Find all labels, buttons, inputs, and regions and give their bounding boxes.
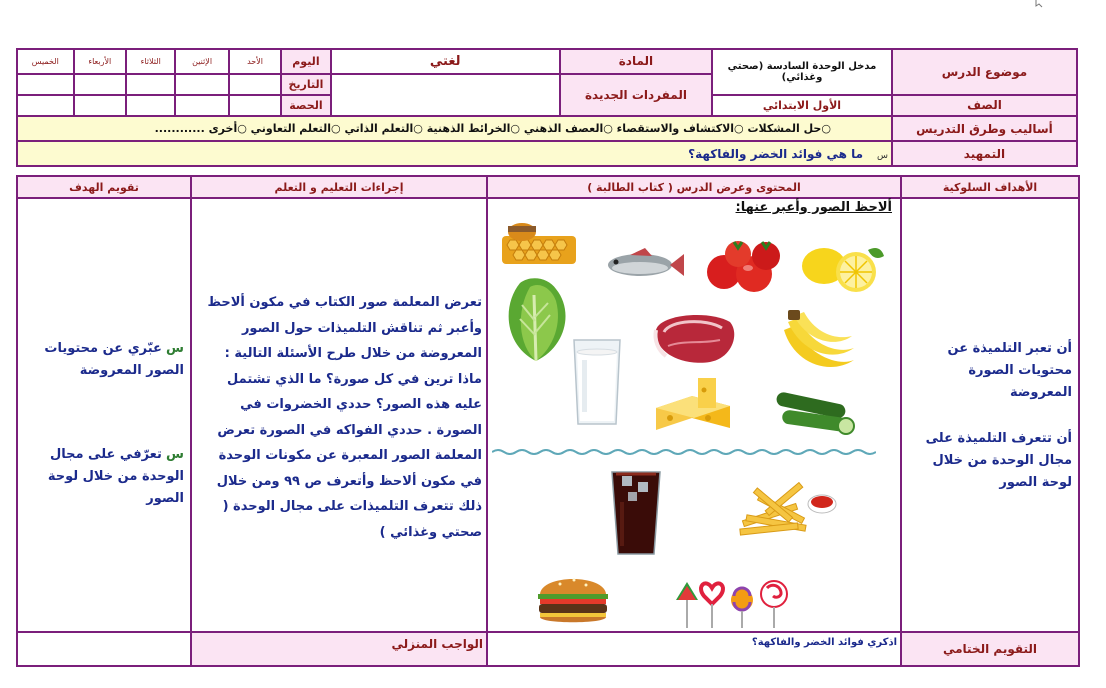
- objective-1: أن تعبر التلميذة عن محتويات الصورة المعروضة: [947, 341, 1072, 400]
- date-cell-5: [17, 74, 74, 95]
- intro-label: التمهيد: [892, 141, 1077, 166]
- period-cell-5: [17, 95, 74, 117]
- evaluation-cell: [17, 198, 191, 632]
- date-cell-1: [229, 74, 281, 95]
- cheese-image: [652, 378, 736, 438]
- period-cell-2: [175, 95, 228, 117]
- eval-mark-1: س: [166, 341, 184, 356]
- cola-drink-image: [608, 462, 664, 558]
- content-divider: [492, 448, 876, 456]
- period-label: الحصة: [281, 95, 330, 117]
- objectives-cell: [901, 198, 1079, 632]
- fish-image: [600, 248, 686, 282]
- procedures-text: تعرض المعلمة صور الكتاب في مكون ألاحظ وأعبر ثم تناقش التلميذات حول الصور المعروضة من خلال طرح الأسئلة التالية : ماذا ترين في كل صورة؟ ما الذي تشتمل عليه هذه الصور؟ حددي الخضروات في الصورة . حددي الفواكه في الصورة تعرض المعلمة الصور المعبرة عن مكونات الوحدة في مكون ألاحظ وأتعرف ص ٩٩ ومن خلال ذلك تتعرف التلميذات على مجال الوحدة ( صحتي وغذائي ): [207, 295, 482, 540]
- intro-value-cell: [17, 141, 892, 166]
- cucumbers-image: [774, 392, 856, 438]
- honey-image: [500, 218, 580, 268]
- homework-value: [17, 632, 191, 666]
- bananas-image: [774, 310, 858, 380]
- vocab-label: المفردات الجديدة: [560, 74, 712, 116]
- period-cell-1: [229, 95, 281, 117]
- intro-mark: س: [876, 150, 888, 161]
- day-thursday: الخميس: [17, 49, 74, 74]
- intro-question: ما هي فوائد الخضر والفاكهة؟: [688, 146, 864, 161]
- date-cell-4: [74, 74, 126, 95]
- day-sunday: الأحد: [229, 49, 281, 74]
- fries-image: [736, 482, 838, 542]
- material-value: لغتي: [331, 49, 560, 74]
- methods-value: ○حل المشكلات ○الاكتشاف والاستقصاء ○العصف الذهني ○الخرائط الذهنية ○التعلم الذاتي ○التعلم التعاوني ○أخرى ............: [17, 116, 892, 141]
- tomatoes-image: [704, 234, 784, 294]
- objective-2: أن تتعرف التلميذة على مجال الوحدة من خلال لوحة الصور: [925, 431, 1072, 490]
- header-table: [16, 48, 1078, 167]
- period-cell-4: [74, 95, 126, 117]
- content-heading: ألاحظ الصور وأعبر عنها:: [735, 200, 892, 215]
- col-objectives: الأهداف السلوكية: [901, 176, 1079, 198]
- lemons-image: [798, 240, 886, 296]
- grade-label: الصف: [892, 95, 1077, 117]
- lettuce-image: [500, 275, 574, 363]
- final-label: التقويم الختامي: [901, 632, 1079, 666]
- milk-glass-image: [570, 336, 624, 428]
- vocab-value: [331, 74, 560, 116]
- day-wednesday: الأربعاء: [74, 49, 126, 74]
- cursor-icon: [1034, 0, 1046, 8]
- homework-label: الواجب المنزلي: [191, 632, 487, 666]
- grade-value: الأول الابتدائي: [712, 95, 892, 117]
- candies-image: [672, 578, 790, 630]
- day-tuesday: الثلاثاء: [126, 49, 175, 74]
- subject-label: موضوع الدرس: [892, 49, 1077, 95]
- date-cell-2: [175, 74, 228, 95]
- subject-value: مدخل الوحدة السادسة (صحتي وغذائي): [712, 49, 892, 95]
- day-monday: الإثنين: [175, 49, 228, 74]
- eval-mark-2: س: [166, 447, 184, 462]
- period-cell-3: [126, 95, 175, 117]
- day-label: اليوم: [281, 49, 330, 74]
- material-label: المادة: [560, 49, 712, 74]
- col-content: المحتوى وعرض الدرس ( كتاب الطالبة ): [487, 176, 901, 198]
- col-procedures: إجراءات التعليم و التعلم: [191, 176, 487, 198]
- methods-label: أساليب وطرق التدريس: [892, 116, 1077, 141]
- eval-text-1: عبّري عن محتويات الصور المعروضة: [44, 341, 184, 378]
- final-value: اذكري فوائد الخضر والفاكهة؟: [487, 632, 901, 666]
- date-label: التاريخ: [281, 74, 330, 95]
- col-evaluation: تقويم الهدف: [17, 176, 191, 198]
- date-cell-3: [126, 74, 175, 95]
- meat-image: [650, 310, 738, 366]
- eval-item-2: [22, 444, 184, 510]
- burger-image: [536, 570, 610, 626]
- eval-text-2: تعرّفي على مجال الوحدة من خلال لوحة الصور: [47, 447, 184, 506]
- eval-item-1: [22, 338, 184, 382]
